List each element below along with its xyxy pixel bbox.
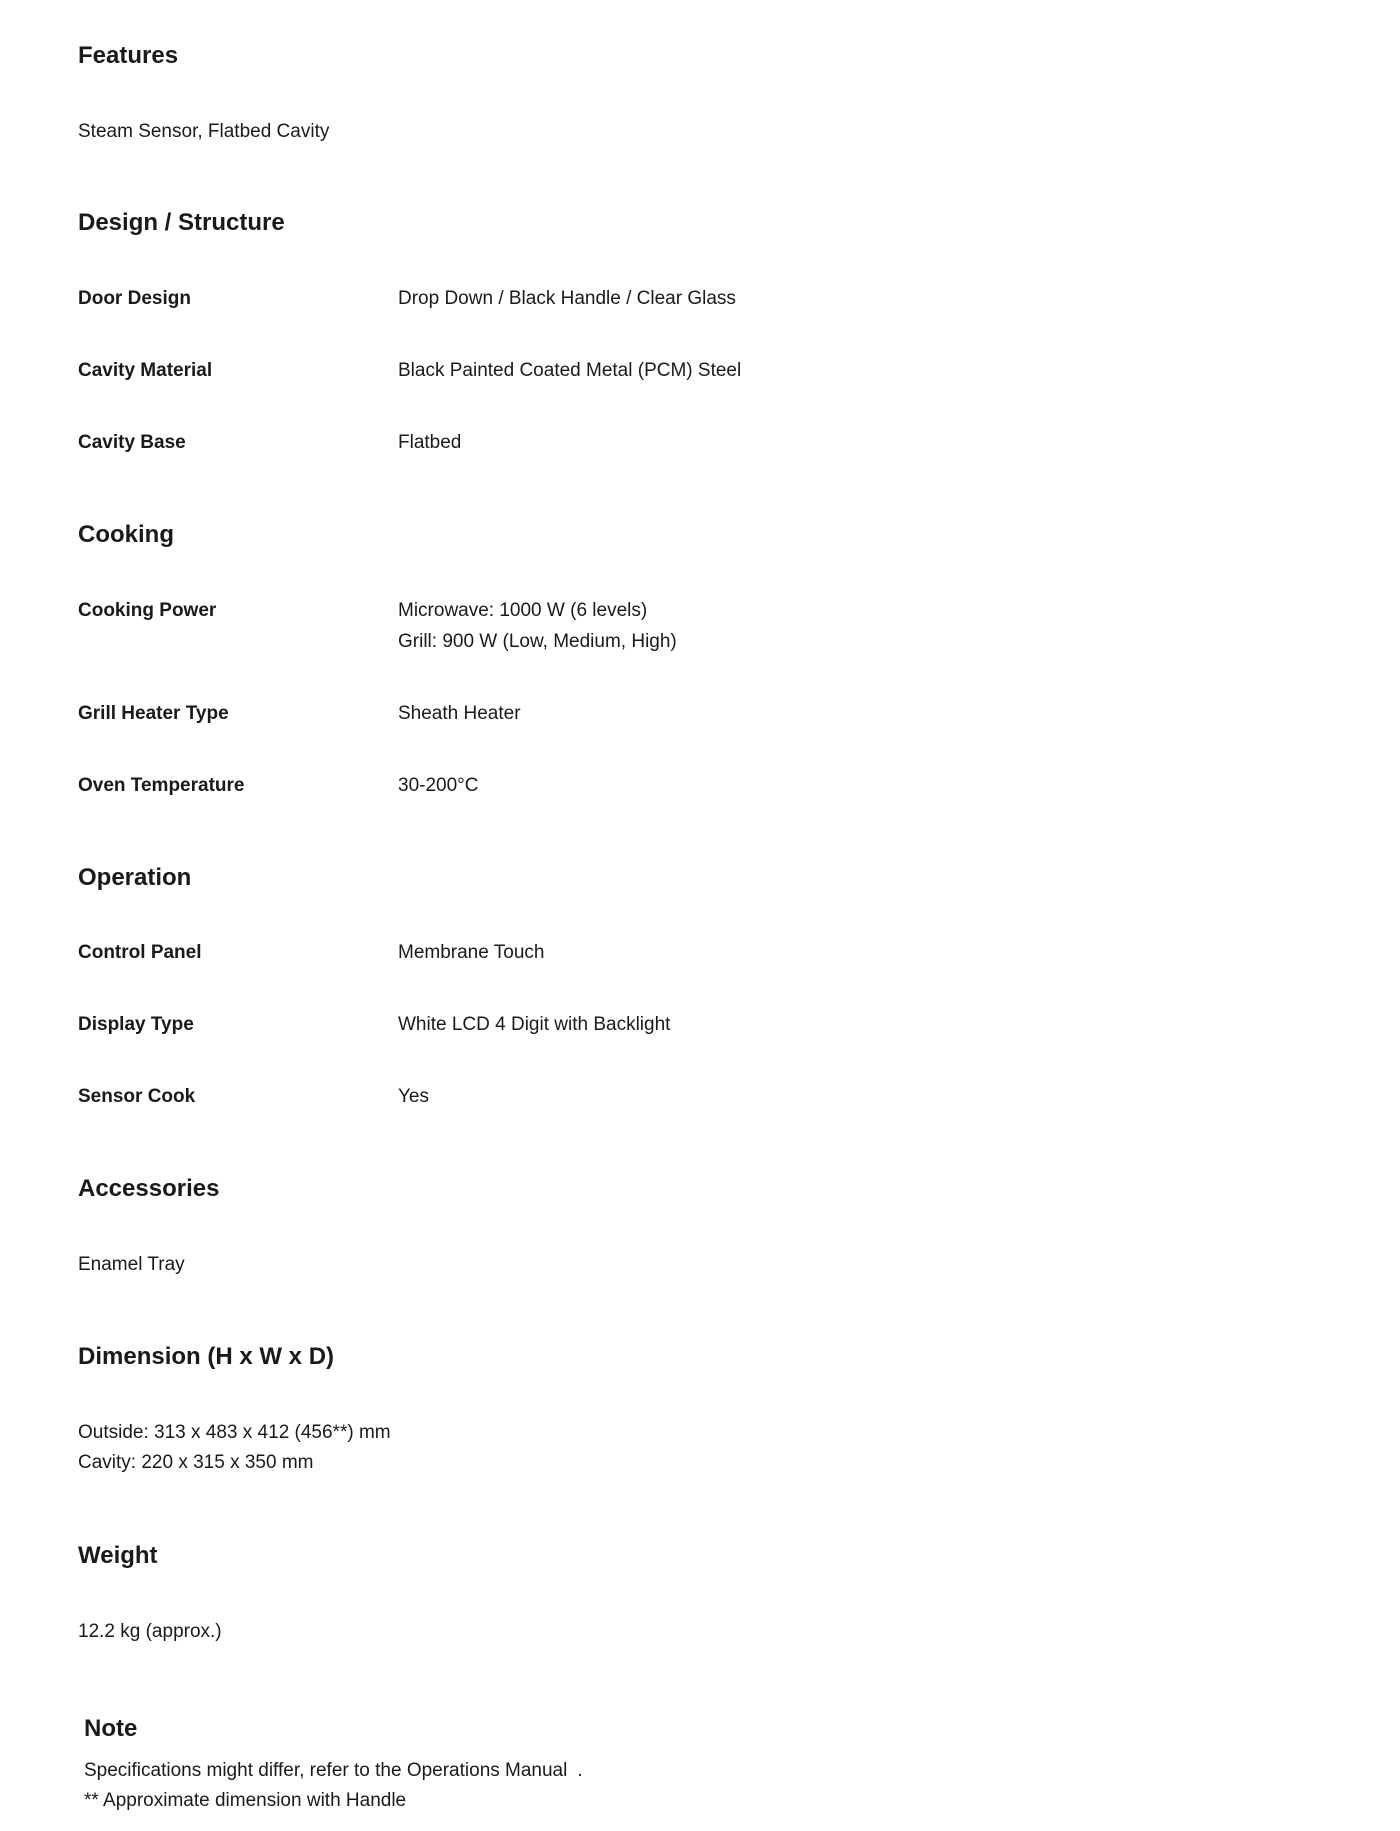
oven-temperature-value: 30-200°C	[398, 775, 479, 796]
note-line-1-suffix: .	[577, 1760, 583, 1781]
design-structure-heading: Design / Structure	[78, 209, 285, 236]
grill-heater-type-label: Grill Heater Type	[78, 703, 229, 724]
cooking-power-value-grill: Grill: 900 W (Low, Medium, High)	[398, 631, 677, 652]
control-panel-value: Membrane Touch	[398, 942, 545, 963]
weight-heading: Weight	[78, 1542, 158, 1569]
dimension-cavity: Cavity: 220 x 315 x 350 mm	[78, 1452, 314, 1473]
dimension-outside: Outside: 313 x 483 x 412 (456**) mm	[78, 1422, 391, 1443]
grill-heater-type-value: Sheath Heater	[398, 703, 521, 724]
note-heading: Note	[84, 1715, 138, 1742]
weight-text: 12.2 kg (approx.)	[78, 1621, 222, 1642]
note-line-2: ** Approximate dimension with Handle	[84, 1790, 407, 1811]
accessories-heading: Accessories	[78, 1175, 220, 1202]
sensor-cook-label: Sensor Cook	[78, 1086, 196, 1107]
note-line-1	[84, 1760, 583, 1782]
display-type-value: White LCD 4 Digit with Backlight	[398, 1014, 671, 1035]
display-type-label: Display Type	[78, 1014, 194, 1035]
sensor-cook-value: Yes	[398, 1086, 429, 1107]
operation-heading: Operation	[78, 864, 192, 891]
features-text: Steam Sensor, Flatbed Cavity	[78, 121, 330, 142]
dimension-heading: Dimension (H x W x D)	[78, 1343, 335, 1370]
accessories-text: Enamel Tray	[78, 1254, 185, 1275]
door-design-label: Door Design	[78, 288, 191, 309]
note-line-1-text: Specifications might differ, refer to the Operations Manual	[84, 1760, 568, 1781]
cooking-power-value-microwave: Microwave: 1000 W (6 levels)	[398, 600, 648, 621]
cooking-power-label: Cooking Power	[78, 600, 217, 621]
cooking-heading: Cooking	[78, 521, 174, 548]
features-heading: Features	[78, 42, 179, 69]
cavity-base-label: Cavity Base	[78, 432, 186, 453]
oven-temperature-label: Oven Temperature	[78, 775, 245, 796]
cavity-material-label: Cavity Material	[78, 360, 213, 381]
cavity-material-value: Black Painted Coated Metal (PCM) Steel	[398, 360, 742, 381]
cavity-base-value: Flatbed	[398, 432, 462, 453]
door-design-value: Drop Down / Black Handle / Clear Glass	[398, 288, 736, 309]
control-panel-label: Control Panel	[78, 942, 202, 963]
